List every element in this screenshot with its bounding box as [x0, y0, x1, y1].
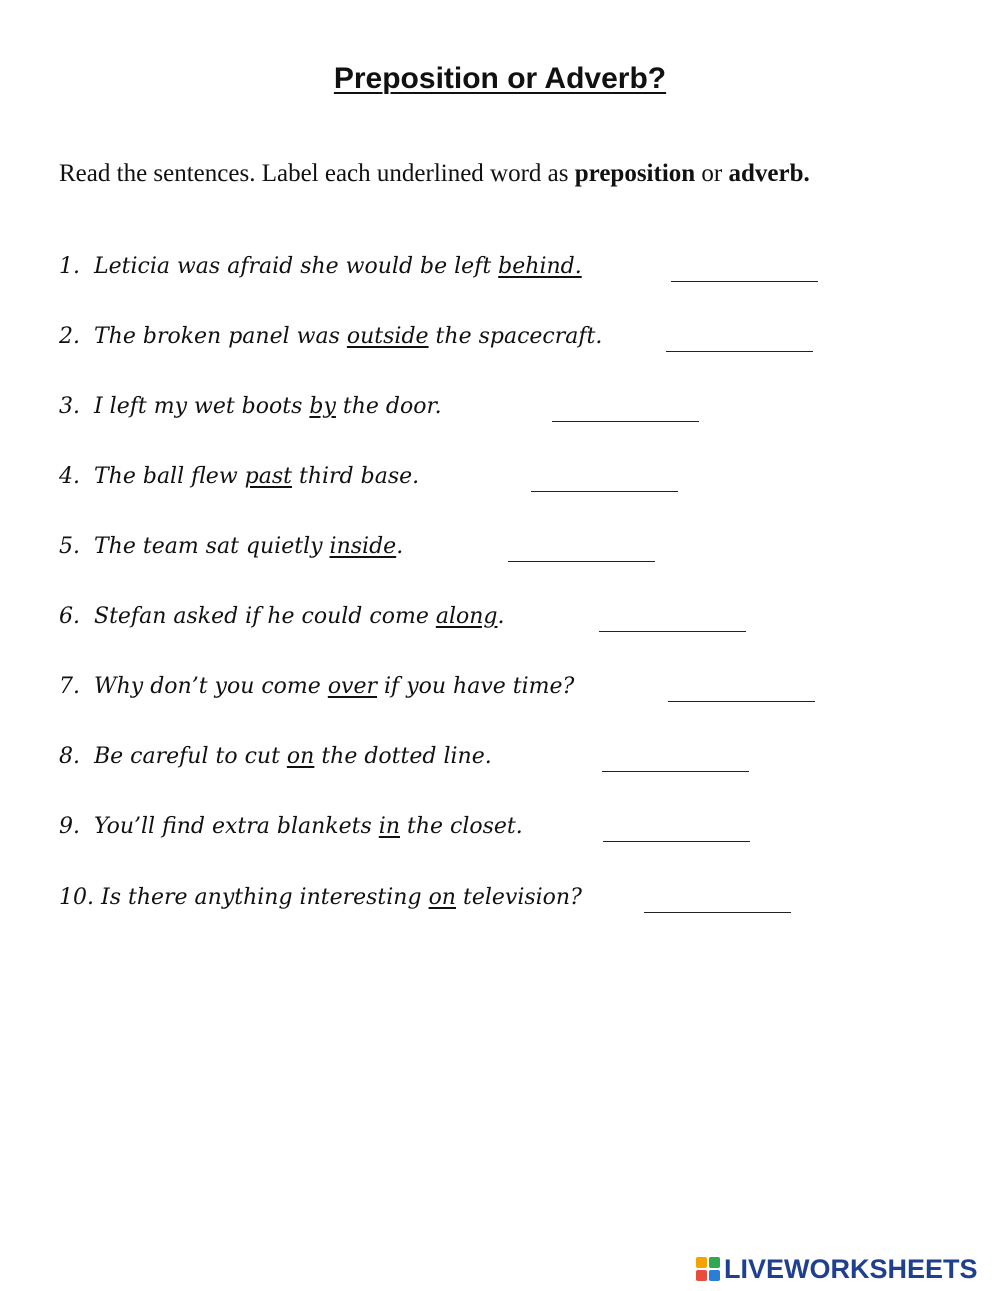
- instructions-lead: Read the sentences. Label each underlined word as: [59, 160, 575, 187]
- answer-blank-5[interactable]: [508, 561, 655, 562]
- question-number: 2.: [59, 324, 80, 349]
- question-text-after: .: [497, 604, 505, 629]
- question-4: [59, 457, 419, 497]
- underlined-word: over: [327, 674, 378, 699]
- underlined-word: on: [428, 885, 456, 910]
- instructions: [59, 160, 979, 188]
- question-10: [59, 878, 582, 918]
- question-text-before: You’ll find extra blankets: [94, 814, 379, 839]
- answer-blank-1[interactable]: [671, 281, 818, 282]
- question-7: [59, 667, 574, 707]
- question-text-after: if you have time?: [377, 674, 575, 699]
- question-text-before: The team sat quietly: [94, 534, 330, 559]
- worksheet-title: [0, 62, 1000, 96]
- logo-block-2: [709, 1257, 720, 1268]
- question-number: 8.: [59, 744, 80, 769]
- question-text-before: I left my wet boots: [94, 394, 310, 419]
- answer-blank-7[interactable]: [668, 701, 815, 702]
- answer-blank-9[interactable]: [603, 841, 750, 842]
- underlined-word: inside: [329, 534, 397, 559]
- question-number: 5.: [59, 534, 80, 559]
- question-2: [59, 317, 602, 357]
- question-number: 1.: [59, 254, 80, 279]
- question-text-after: the door.: [335, 394, 442, 419]
- liveworksheets-logo: [696, 1252, 978, 1286]
- question-text-before: Stefan asked if he could come: [94, 604, 436, 629]
- logo-blocks-icon: [696, 1257, 720, 1281]
- question-number: 6.: [59, 604, 80, 629]
- question-number: 9.: [59, 814, 80, 839]
- question-number: 3.: [59, 394, 80, 419]
- instructions-word-preposition: preposition: [574, 160, 696, 187]
- logo-text: LIVEWORKSHEETS: [724, 1253, 978, 1284]
- question-6: [59, 597, 504, 637]
- question-1: [59, 247, 582, 287]
- answer-blank-8[interactable]: [602, 771, 749, 772]
- question-text-after: .: [396, 534, 404, 559]
- answer-blank-10[interactable]: [644, 912, 791, 913]
- answer-blank-4[interactable]: [531, 491, 678, 492]
- question-text-before: Be careful to cut: [94, 744, 287, 769]
- question-text-after: the closet.: [400, 814, 523, 839]
- underlined-word: past: [244, 464, 292, 489]
- question-text-before: Leticia was afraid she would be left: [94, 254, 499, 279]
- question-text-after: third base.: [291, 464, 420, 489]
- underlined-word: on: [286, 744, 315, 769]
- question-number: 4.: [59, 464, 80, 489]
- question-text-before: The broken panel was: [94, 324, 347, 349]
- underlined-word: by: [309, 394, 336, 419]
- underlined-word: behind.: [498, 254, 582, 279]
- question-number: 10.: [59, 885, 94, 910]
- underlined-word: outside: [346, 324, 429, 349]
- question-text-before: Why don’t you come: [94, 674, 328, 699]
- instructions-connector: or: [695, 160, 729, 187]
- question-text-after: the dotted line.: [314, 744, 492, 769]
- question-text-before: The ball flew: [94, 464, 245, 489]
- question-text-before: Is there anything interesting: [101, 885, 429, 910]
- answer-blank-2[interactable]: [666, 351, 813, 352]
- question-9: [59, 807, 523, 847]
- underlined-word: in: [378, 814, 400, 839]
- question-text-after: the spacecraft.: [428, 324, 603, 349]
- answer-blank-3[interactable]: [552, 421, 699, 422]
- underlined-word: along: [435, 604, 498, 629]
- title-text: Preposition or Adverb?: [333, 62, 667, 95]
- answer-blank-6[interactable]: [599, 631, 746, 632]
- question-text-after: television?: [455, 885, 582, 910]
- question-5: [59, 527, 403, 567]
- question-8: [59, 737, 492, 777]
- question-3: [59, 387, 442, 427]
- instructions-word-adverb: adverb.: [728, 160, 810, 187]
- logo-block-4: [709, 1270, 720, 1281]
- logo-block-3: [696, 1270, 707, 1281]
- logo-block-1: [696, 1257, 707, 1268]
- question-number: 7.: [59, 674, 80, 699]
